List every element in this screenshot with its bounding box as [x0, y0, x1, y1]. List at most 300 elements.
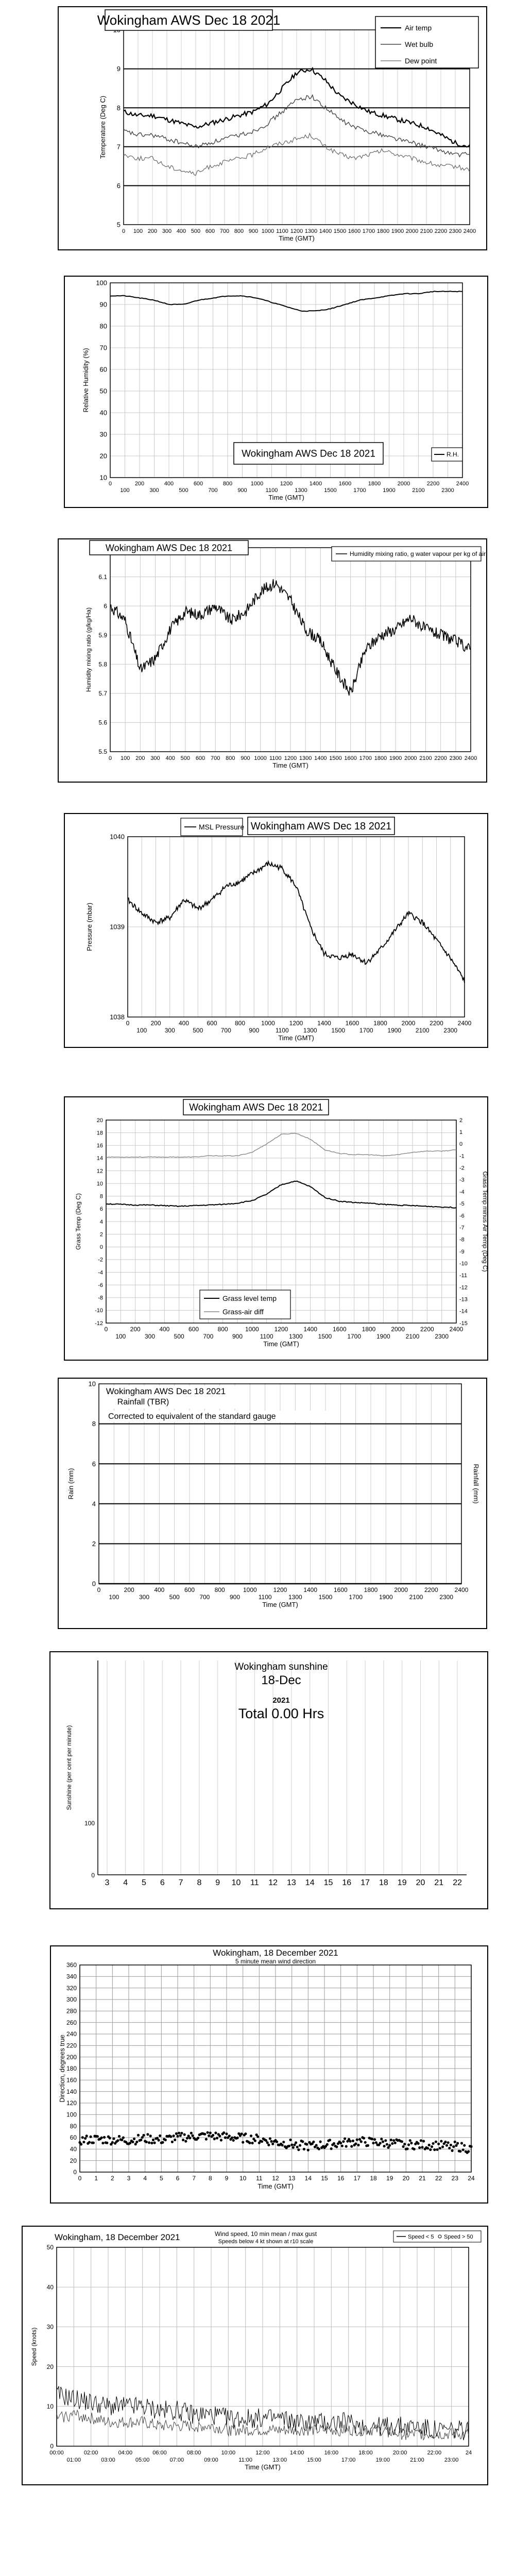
wind-direction-point [295, 2141, 297, 2144]
y-tick-label: 0 [99, 1244, 103, 1251]
wind-direction-point [173, 2134, 175, 2137]
x-tick-label: 2 [110, 2175, 114, 2182]
x-tick-label: 3 [105, 1878, 110, 1887]
wind-direction-point [203, 2133, 206, 2136]
wind-direction-point [451, 2149, 454, 2152]
y-tick-label: 340 [66, 1973, 77, 1980]
y-tick-label: 60 [70, 2134, 77, 2142]
x-tick-label: 15:00 [307, 2457, 321, 2463]
wind-direction-point [371, 2138, 373, 2140]
y-tick-label: 20 [96, 1117, 103, 1124]
wind-direction-point [388, 2144, 391, 2147]
y-tick-label: 20 [99, 452, 107, 460]
x-tick-label: 1500 [331, 1027, 346, 1034]
x-tick-label: 2100 [415, 1027, 430, 1034]
x-tick-label: 01:00 [66, 2457, 81, 2463]
wind-direction-point [386, 2143, 388, 2146]
y-tick-label: 30 [46, 2323, 54, 2331]
y-tick-label: 320 [66, 1984, 77, 1992]
wind-direction-point [106, 2142, 108, 2144]
wind-direction-point [118, 2135, 121, 2138]
wind-direction-point [190, 2132, 193, 2134]
legend-label: Humidity mixing ratio, g water vapour per kg of air [350, 550, 486, 557]
wind-direction-point [448, 2147, 451, 2149]
y-tick-label: 20 [46, 2363, 54, 2370]
x-tick-label: 1400 [309, 481, 322, 487]
x-tick-label: 900 [232, 1333, 243, 1340]
x-tick-label: 16 [337, 2175, 345, 2182]
wind-direction-point [269, 2137, 271, 2140]
wind-direction-point [380, 2138, 383, 2140]
y-axis-label-right: Grass Temp minus Air Temp (Deg C) [482, 1171, 489, 1272]
x-tick-label: 1500 [324, 487, 337, 494]
x-tick-label: 1300 [288, 1333, 303, 1340]
x-tick-label: 11 [250, 1878, 259, 1887]
chart-subtitle: Wind speed, 10 min mean / max gust [214, 2230, 317, 2238]
x-tick-label: 21:00 [410, 2457, 424, 2463]
wind-direction-point [282, 2141, 285, 2143]
wind-direction-point [169, 2136, 172, 2138]
y-tick-label: 40 [99, 409, 107, 417]
x-tick-label: 100 [120, 755, 130, 761]
wind-direction-point [146, 2133, 149, 2136]
x-tick-label: 900 [249, 1027, 260, 1034]
x-tick-label: 1400 [314, 755, 327, 761]
wind-direction-point [319, 2141, 322, 2143]
x-tick-label: 8 [208, 2175, 212, 2182]
wind-direction-point [350, 2145, 353, 2148]
wind-direction-point [179, 2134, 182, 2137]
y-tick-label: 100 [96, 279, 107, 287]
y-tick-label: -10 [459, 1260, 468, 1267]
x-tick-label: 500 [169, 1594, 180, 1601]
wind-direction-point [112, 2138, 115, 2140]
wind-direction-point [384, 2139, 387, 2142]
wind-direction-point [250, 2134, 252, 2137]
x-tick-label: 400 [178, 1020, 190, 1027]
x-tick-label: 8 [197, 1878, 202, 1887]
x-tick-label: 500 [193, 1027, 203, 1034]
wind-direction-point [242, 2141, 244, 2144]
x-tick-label: 1000 [245, 1326, 259, 1333]
x-tick-label: 20:00 [392, 2450, 407, 2456]
wind-direction-point [183, 2133, 186, 2136]
wind-direction-point [161, 2141, 164, 2144]
y-tick-label: 10 [96, 1180, 103, 1187]
wind-direction-point [383, 2145, 386, 2147]
x-tick-label: 0 [126, 1020, 130, 1027]
y-tick-label: -6 [98, 1282, 103, 1289]
y-tick-label: 360 [66, 1961, 77, 1969]
chart-title: Wokingham, 18 December 2021 [55, 2232, 180, 2242]
wind-direction-point [90, 2136, 92, 2138]
y-tick-label: 0 [50, 2443, 54, 2450]
wind-direction-point [175, 2132, 178, 2135]
wind-direction-point [271, 2143, 274, 2145]
wind-direction-point [191, 2134, 194, 2137]
y-tick-label: -15 [459, 1320, 468, 1327]
wind-direction-point [231, 2137, 233, 2139]
x-tick-label: 1400 [303, 1326, 318, 1333]
legend-label: R.H. [447, 451, 459, 458]
y-tick-label: 100 [66, 2111, 77, 2119]
chart-date: 18-Dec [261, 1673, 301, 1687]
x-tick-label: 24 [465, 2450, 472, 2456]
y-axis-label: Pressure (mbar) [85, 903, 93, 951]
x-tick-label: 100 [120, 487, 130, 494]
y-tick-label: 240 [66, 2030, 77, 2038]
x-tick-label: 1800 [362, 1326, 376, 1333]
wind-direction-point [470, 2145, 472, 2148]
x-tick-label: 2100 [412, 487, 425, 494]
wind-direction-point [460, 2142, 463, 2144]
rainfall-chart-panel [58, 1378, 487, 1629]
x-tick-label: 200 [134, 481, 145, 487]
x-tick-label: 19 [386, 2175, 393, 2182]
x-tick-label: 1800 [374, 755, 387, 761]
x-tick-label: 2300 [439, 1594, 454, 1601]
wind-direction-point [421, 2146, 423, 2148]
x-tick-label: 22 [435, 2175, 442, 2182]
grass-temp-chart-panel [64, 1096, 488, 1361]
x-tick-label: 9 [215, 1878, 220, 1887]
chart-title: Wokingham AWS Dec 18 2021 [97, 12, 281, 28]
wind-direction-point [145, 2141, 148, 2143]
y-tick-label: 30 [99, 430, 107, 438]
x-tick-label: 1800 [376, 228, 390, 234]
x-tick-label: 800 [234, 228, 244, 234]
mixing-ratio-chart [59, 539, 486, 782]
x-tick-label: 10:00 [221, 2450, 236, 2456]
y-tick-label: 6.1 [98, 573, 107, 581]
wind-direction-point [363, 2137, 365, 2140]
x-tick-label: 0 [122, 228, 126, 234]
chart-subtitle-2: Speeds below 4 kt shown at r10 scale [218, 2239, 314, 2245]
y-tick-label: 5 [116, 221, 121, 229]
x-tick-label: 300 [139, 1594, 150, 1601]
x-tick-label: 00:00 [49, 2450, 64, 2456]
wind-speed-chart-panel [22, 2226, 488, 2485]
y-tick-label: -8 [98, 1295, 103, 1301]
chart-subtitle: 5 minute mean wind direction [235, 1958, 316, 1965]
wind-direction-chart-panel [50, 1945, 488, 2204]
x-tick-label: 1800 [373, 1020, 387, 1027]
x-tick-label: 200 [124, 1586, 134, 1594]
y-tick-label: 2 [459, 1117, 463, 1124]
x-axis-label: Time (GMT) [278, 1034, 314, 1042]
x-tick-label: 1800 [364, 1586, 378, 1594]
wind-direction-point [312, 2141, 315, 2143]
x-tick-label: 2200 [430, 1020, 443, 1027]
y-axis-label: Humidity mixing ratio (g/kg/Ha) [85, 607, 92, 692]
x-tick-label: 1 [94, 2175, 98, 2182]
wind-direction-point [137, 2134, 140, 2137]
x-tick-label: 9 [225, 2175, 229, 2182]
y-tick-label: 5.8 [98, 660, 107, 668]
wind-direction-point [329, 2139, 331, 2141]
x-tick-label: 1900 [391, 228, 404, 234]
y-tick-label: 0 [459, 1141, 463, 1148]
wind-direction-point [158, 2139, 160, 2142]
sunshine-total: Total 0.00 Hrs [238, 1706, 324, 1721]
y-tick-label: 140 [66, 2088, 77, 2095]
chart-title: Wokingham sunshine [234, 1662, 328, 1672]
x-tick-label: 2000 [401, 1020, 416, 1027]
pressure-chart [65, 814, 487, 1047]
x-tick-label: 2000 [391, 1326, 405, 1333]
x-tick-label: 300 [150, 755, 160, 761]
wind-direction-point [435, 2141, 437, 2143]
y-tick-label: 50 [46, 2244, 54, 2251]
wind-direction-point [288, 2145, 290, 2147]
wind-direction-point [251, 2142, 254, 2144]
x-tick-label: 2200 [424, 1586, 438, 1594]
x-tick-label: 1300 [288, 1594, 302, 1601]
wind-direction-point [463, 2144, 466, 2147]
x-tick-label: 2400 [454, 1586, 469, 1594]
y-tick-label: -12 [459, 1284, 468, 1291]
wind-direction-point [344, 2138, 346, 2140]
y-tick-label: -1 [459, 1153, 465, 1160]
temperature-chart-panel [58, 6, 487, 250]
wind-direction-point [292, 2146, 295, 2149]
x-tick-label: 14:00 [289, 2450, 304, 2456]
wind-direction-point [148, 2141, 150, 2144]
x-tick-label: 1300 [304, 228, 318, 234]
x-tick-label: 600 [205, 228, 215, 234]
x-tick-label: 2000 [397, 481, 410, 487]
x-tick-label: 800 [226, 755, 235, 761]
wind-direction-point [214, 2131, 217, 2134]
humidity-chart-panel [64, 276, 488, 508]
x-tick-label: 700 [208, 487, 218, 494]
x-tick-label: 400 [154, 1586, 165, 1594]
y-tick-label: -13 [459, 1296, 468, 1303]
x-tick-label: 17:00 [341, 2457, 356, 2463]
y-tick-label: 50 [99, 387, 107, 395]
y-tick-label: 8 [116, 104, 121, 112]
chart-title: Wokingham AWS Dec 18 2021 [105, 543, 233, 553]
x-tick-label: 600 [195, 755, 205, 761]
y-tick-label: 14 [96, 1155, 103, 1162]
x-tick-label: 3 [127, 2175, 131, 2182]
wind-direction-point [216, 2137, 218, 2139]
y-tick-label: 2 [92, 1539, 96, 1548]
x-tick-label: 1000 [254, 755, 267, 761]
x-tick-label: 13:00 [272, 2457, 287, 2463]
x-tick-label: 1100 [276, 228, 288, 234]
wind-direction-point [326, 2143, 329, 2146]
wind-direction-point [342, 2140, 345, 2143]
wind-direction-point [140, 2139, 142, 2141]
x-tick-label: 1400 [319, 228, 332, 234]
temperature-chart [59, 7, 486, 249]
wind-direction-point [228, 2134, 231, 2137]
x-tick-label: 14 [305, 1878, 315, 1887]
x-tick-label: 2400 [463, 228, 476, 234]
x-tick-label: 1500 [329, 755, 342, 761]
x-tick-label: 1900 [387, 1027, 402, 1034]
y-tick-label: 10 [88, 1380, 96, 1388]
x-tick-label: 2300 [449, 228, 462, 234]
wind-direction-point [418, 2146, 421, 2149]
wind-direction-point [462, 2148, 465, 2151]
wind-direction-point [149, 2134, 152, 2137]
y-tick-label: 260 [66, 2019, 77, 2026]
x-tick-label: 800 [234, 1020, 246, 1027]
x-tick-label: 200 [135, 755, 145, 761]
wind-direction-point [428, 2144, 431, 2146]
x-tick-label: 1900 [379, 1594, 393, 1601]
x-tick-label: 2100 [419, 755, 432, 761]
x-tick-label: 400 [176, 228, 186, 234]
wind-direction-point [299, 2144, 301, 2147]
x-tick-label: 200 [130, 1326, 141, 1333]
x-tick-label: 700 [210, 755, 220, 761]
x-tick-label: 400 [159, 1326, 170, 1333]
wind-direction-point [349, 2140, 352, 2143]
wind-direction-point [197, 2137, 199, 2139]
x-tick-label: 1200 [273, 1586, 287, 1594]
wind-direction-point [459, 2150, 461, 2153]
x-tick-label: 1800 [368, 481, 381, 487]
x-tick-label: 2300 [449, 755, 462, 761]
x-tick-label: 12:00 [255, 2450, 270, 2456]
x-tick-label: 11:00 [238, 2457, 253, 2463]
x-tick-label: 04:00 [118, 2450, 133, 2456]
wind-direction-point [391, 2142, 393, 2145]
x-tick-label: 1200 [290, 228, 303, 234]
x-tick-label: 16 [342, 1878, 352, 1887]
y-tick-label: 90 [99, 300, 107, 309]
wind-direction-point [270, 2140, 273, 2143]
x-tick-label: 0 [108, 755, 112, 761]
x-tick-label: 03:00 [101, 2457, 115, 2463]
wind-direction-point [96, 2135, 99, 2138]
wind-direction-point [406, 2147, 408, 2150]
wind-direction-point [318, 2148, 320, 2150]
pressure-chart-panel [64, 813, 488, 1048]
y-tick-label: 5.9 [98, 631, 107, 639]
x-tick-label: 2300 [443, 1027, 458, 1034]
wind-direction-point [182, 2139, 184, 2141]
wind-direction-point [222, 2131, 225, 2134]
sunshine-chart-panel [49, 1651, 488, 1909]
x-tick-label: 1700 [359, 1027, 373, 1034]
mixing-ratio-chart-panel [58, 538, 487, 783]
x-tick-label: 22 [453, 1878, 462, 1887]
y-tick-label: 0 [91, 1872, 95, 1879]
wind-direction-point [164, 2139, 167, 2141]
x-tick-label: 1100 [269, 755, 282, 761]
wind-direction-point [261, 2140, 263, 2143]
wind-direction-point [212, 2134, 214, 2137]
wind-direction-point [180, 2132, 183, 2134]
x-tick-label: 0 [78, 2175, 82, 2182]
x-tick-label: 5 [159, 2175, 163, 2182]
y-axis-label: Direction, degrees true [58, 2035, 66, 2103]
wind-direction-point [111, 2141, 114, 2144]
x-tick-label: 2400 [464, 755, 477, 761]
wind-direction-point [407, 2143, 410, 2146]
x-tick-label: 17 [353, 2175, 361, 2182]
y-tick-label: -4 [98, 1269, 103, 1276]
wind-direction-point [254, 2140, 256, 2142]
x-tick-label: 300 [144, 1333, 156, 1340]
wind-direction-point [296, 2146, 299, 2148]
x-tick-label: 800 [222, 481, 233, 487]
x-tick-label: 100 [133, 228, 143, 234]
y-tick-label: 18 [96, 1130, 103, 1137]
x-axis-label: Time (GMT) [279, 234, 315, 242]
x-tick-label: 1400 [317, 1020, 331, 1027]
x-tick-label: 1200 [280, 481, 293, 487]
wind-direction-point [109, 2137, 111, 2139]
x-tick-label: 6 [176, 2175, 180, 2182]
x-axis-label: Time (GMT) [258, 2182, 294, 2190]
wind-direction-point [92, 2142, 95, 2144]
wind-direction-point [390, 2139, 392, 2141]
x-tick-label: 0 [97, 1586, 101, 1594]
wind-direction-point [422, 2140, 425, 2142]
x-tick-label: 20 [402, 2175, 410, 2182]
x-axis-label: Time (GMT) [263, 1340, 299, 1348]
x-tick-label: 900 [237, 487, 247, 494]
y-tick-label: 10 [99, 473, 107, 482]
y-tick-label: 20 [70, 2157, 77, 2164]
x-tick-label: 1900 [389, 755, 402, 761]
x-tick-label: 2300 [441, 487, 454, 494]
wind-direction-point [354, 2143, 357, 2145]
x-tick-label: 24 [468, 2175, 475, 2182]
wind-direction-point [213, 2138, 216, 2140]
x-tick-label: 05:00 [135, 2457, 150, 2463]
x-tick-label: 13 [287, 1878, 296, 1887]
chart-note: Corrected to equivalent of the standard gauge [108, 1412, 276, 1421]
x-tick-label: 300 [164, 1027, 175, 1034]
x-tick-label: 1700 [349, 1594, 363, 1601]
wind-direction-point [150, 2142, 153, 2144]
chart-title: Wokingham, 18 December 2021 [213, 1948, 338, 1958]
y-tick-label: 8 [92, 1420, 96, 1428]
wind-direction-point [208, 2134, 210, 2137]
wind-direction-point [401, 2140, 403, 2143]
wind-direction-point [444, 2141, 447, 2143]
y-tick-label: 80 [70, 2122, 77, 2130]
grass-temp-chart [65, 1097, 487, 1360]
y-tick-label: 280 [66, 2007, 77, 2015]
wind-direction-point [100, 2137, 103, 2139]
x-tick-label: 1900 [376, 1333, 390, 1340]
wind-direction-point [440, 2140, 442, 2142]
legend-label: Speed < 5 [408, 2234, 434, 2240]
x-tick-label: 500 [191, 228, 201, 234]
wind-direction-point [436, 2148, 438, 2151]
wind-direction-point [188, 2137, 191, 2139]
y-tick-label: -2 [98, 1257, 103, 1263]
wind-direction-point [335, 2145, 338, 2148]
wind-direction-point [133, 2138, 135, 2140]
y-tick-label: 6 [104, 602, 107, 610]
legend-label: Air temp [405, 24, 432, 32]
x-tick-label: 1000 [261, 228, 274, 234]
wind-direction-point [429, 2148, 432, 2151]
x-tick-label: 500 [180, 755, 191, 761]
wind-direction-point [256, 2136, 259, 2138]
x-tick-label: 400 [165, 755, 175, 761]
wind-direction-point [116, 2139, 119, 2142]
y-tick-label: 5.5 [98, 748, 107, 756]
